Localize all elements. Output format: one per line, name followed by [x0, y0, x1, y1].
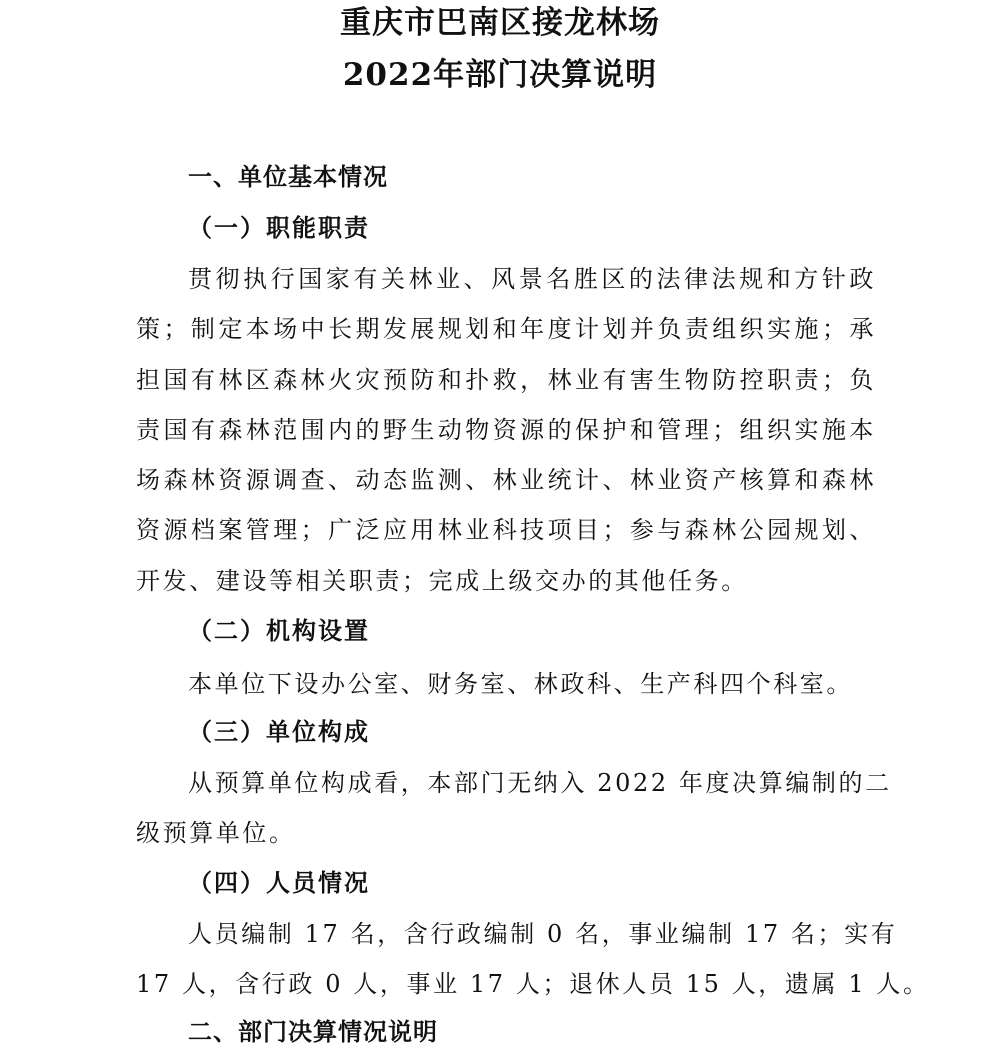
subsection-1-paragraph: 贯彻执行国家有关林业、风景名胜区的法律法规和方针政策；制定本场中长期发展规划和年度计划并负责组织实施；承担国有林区森林火灾预防和扑救，林业有害生物防控职责；负责国有森林范围内的野生动物资源的保护和管理；组织实施本场森林资源调查、动态监测、林业统计、林业资产核算和森林资源档案管理；广泛应用林业科技项目；参与森林公园规划、开发、建设等相关职责；完成上级交办的其他任务。	[136, 265, 876, 595]
subsection-2-paragraph: 本单位下设办公室、财务室、林政科、生产科四个科室。	[188, 670, 853, 698]
subsection-1-heading: （一）职能职责	[188, 213, 370, 242]
section-2-heading: 二、部门决算情况说明	[188, 1017, 438, 1046]
subsection-3-heading: （三）单位构成	[188, 717, 370, 746]
subsection-4-heading: （四）人员情况	[188, 868, 370, 897]
section-1-heading: 一、单位基本情况	[188, 162, 388, 191]
subsection-3-paragraph-line-2: 级预算单位。	[136, 819, 296, 847]
subsection-2-heading: （二）机构设置	[188, 616, 370, 645]
subsection-4-paragraph-line-2: 17 人，含行政 0 人，事业 17 人；退休人员 15 人，遗属 1 人。	[136, 970, 930, 998]
document-title-line-1: 重庆市巴南区接龙林场	[340, 5, 660, 41]
subsection-3-paragraph-line-1: 从预算单位构成看，本部门无纳入 2022 年度决算编制的二	[188, 769, 892, 797]
subsection-4-paragraph-line-1: 人员编制 17 名，含行政编制 0 名，事业编制 17 名；实有	[188, 920, 898, 948]
document-title-line-2: 2022年部门决算说明	[342, 57, 658, 93]
